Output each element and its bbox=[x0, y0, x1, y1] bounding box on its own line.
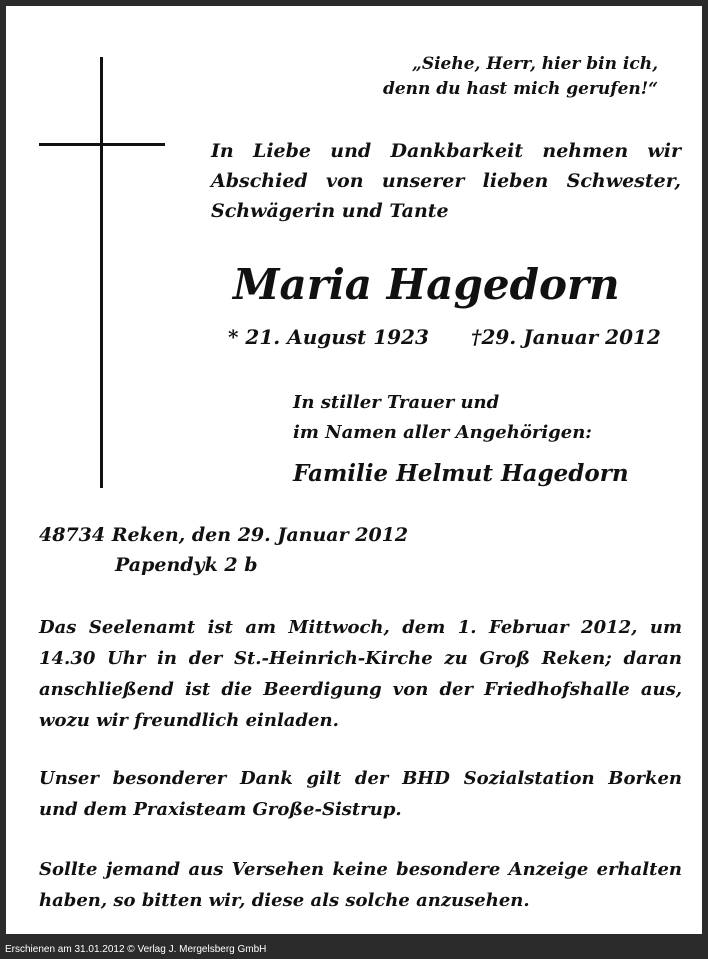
mourning-text bbox=[293, 388, 592, 448]
paragraph-line: wozu wir freundlich einladen. bbox=[39, 710, 339, 731]
note-paragraph bbox=[39, 854, 682, 916]
birth-date: * 21. August 1923 bbox=[228, 325, 429, 349]
intro-line: Schwägerin und Tante bbox=[211, 200, 449, 222]
paragraph-line: 14.30 Uhr in der St.-Heinrich-Kirche zu Groß Reken; daran bbox=[39, 648, 682, 669]
service-paragraph bbox=[39, 612, 682, 736]
paragraph-line: haben, so bitten wir, diese als solche anzusehen. bbox=[39, 890, 530, 911]
life-dates bbox=[228, 322, 668, 352]
address-line: 48734 Reken, den 29. Januar 2012 bbox=[39, 524, 409, 546]
bible-quote bbox=[383, 52, 658, 102]
publication-footer: Erschienen am 31.01.2012 © Verlag J. Mergelsberg GmbH bbox=[0, 940, 708, 959]
quote-line: denn du hast mich gerufen!“ bbox=[382, 79, 658, 99]
mourning-line: im Namen aller Angehörigen: bbox=[293, 422, 592, 443]
address-street: Papendyk 2 b bbox=[115, 554, 258, 576]
cross-icon-horizontal bbox=[39, 143, 165, 146]
deceased-name: Maria Hagedorn bbox=[233, 260, 620, 309]
death-date: †29. Januar 2012 bbox=[471, 325, 661, 349]
intro-line: Abschied von unserer lieben Schwester, bbox=[211, 170, 681, 192]
paragraph-line: Unser besonderer Dank gilt der BHD Sozialstation Borken bbox=[39, 768, 682, 789]
intro-text bbox=[211, 136, 681, 226]
intro-line: In Liebe und Dankbarkeit nehmen wir bbox=[211, 140, 681, 162]
cross-icon-vertical bbox=[100, 57, 103, 488]
address-block bbox=[39, 520, 408, 580]
paragraph-line: Sollte jemand aus Versehen keine besondere Anzeige erhalten bbox=[39, 859, 682, 880]
thanks-paragraph bbox=[39, 763, 682, 825]
paragraph-line: und dem Praxisteam Große-Sistrup. bbox=[39, 799, 402, 820]
paragraph-line: Das Seelenamt ist am Mittwoch, dem 1. Februar 2012, um bbox=[39, 617, 682, 638]
paragraph-line: anschließend ist die Beerdigung von der Friedhofshalle aus, bbox=[39, 679, 682, 700]
mourning-line: In stiller Trauer und bbox=[293, 392, 500, 413]
quote-line: „Siehe, Herr, hier bin ich, bbox=[412, 54, 658, 74]
family-name: Familie Helmut Hagedorn bbox=[293, 460, 629, 487]
